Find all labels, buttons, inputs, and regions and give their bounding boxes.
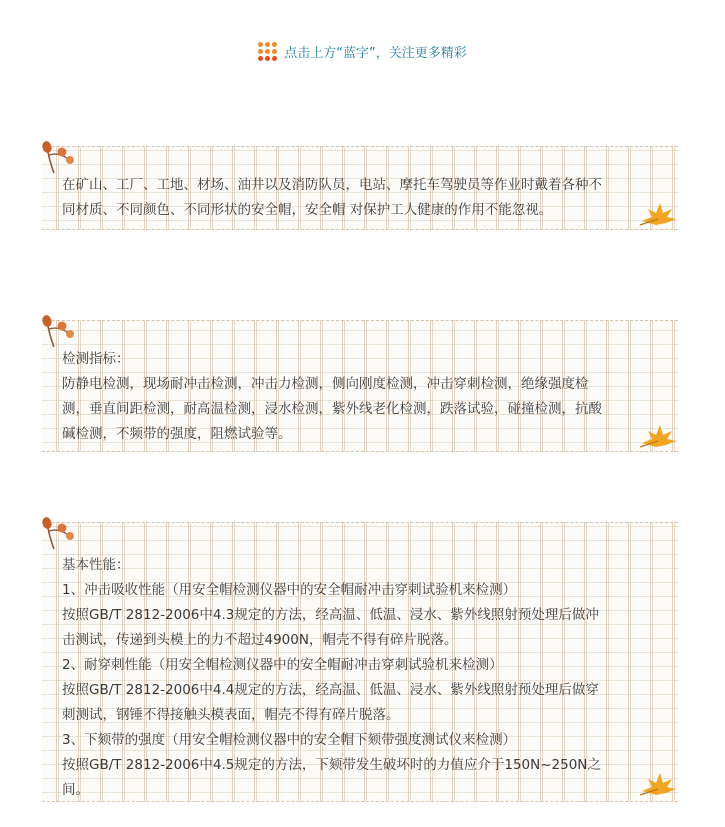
- test-items-panel: [42, 320, 678, 452]
- test-items-line-1: 防静电检测，现场耐冲击检测，冲击力检测，侧向刚度检测，冲击穿刺检测，绝缘强度检: [62, 376, 589, 392]
- performance-line-1: 1、冲击吸收性能（用安全帽检测仪器中的安全帽耐冲击穿刺试验机来检测）: [62, 582, 517, 598]
- intro-line-2: 同材质、不同颜色、不同形状的安全帽，安全帽 对保护工人健康的作用不能忽视。: [62, 202, 553, 218]
- performance-line-4: 2、耐穿刺性能（用安全帽检测仪器中的安全帽耐冲击穿刺试验机来检测）: [62, 657, 503, 673]
- test-items-line-3: 碱检测，不频带的强度，阻燃试验等。: [62, 426, 292, 442]
- intro-panel: [42, 146, 678, 230]
- performance-line-9: 间。: [62, 782, 89, 798]
- test-items-heading: 检测指标：: [62, 351, 130, 367]
- orange-maple-leaf-icon: [638, 199, 678, 229]
- follow-prompt[interactable]: [0, 42, 725, 61]
- follow-text: 点击上方“蓝字”，关注更多精彩: [284, 46, 467, 61]
- orange-sprout-icon: [40, 141, 80, 175]
- orange-sprout-icon: [40, 517, 80, 551]
- intro-line-1: 在矿山、工厂、工地、材场、油井以及消防队员，电站、摩托车驾驶员等作业时戴着各种不: [62, 177, 602, 193]
- orange-sprout-icon: [40, 315, 80, 349]
- performance-line-5: 按照GB/T 2812-2006中4.4规定的方法，经高温、低温、浸水、紫外线照射预处理后做穿: [62, 682, 599, 698]
- orange-dot-grid-icon: [258, 42, 277, 61]
- basic-performance-panel: [42, 522, 678, 802]
- orange-maple-leaf-icon: [638, 421, 678, 451]
- performance-line-6: 刺测试，钢锤不得接触头模表面，帽壳不得有碎片脱落。: [62, 707, 400, 723]
- performance-line-8: 按照GB/T 2812-2006中4.5规定的方法，下颏带发生破坏时的力值应介于150N~250N之: [62, 757, 601, 773]
- performance-line-2: 按照GB/T 2812-2006中4.3规定的方法，经高温、低温、浸水、紫外线照射预处理后做冲: [62, 607, 599, 623]
- performance-heading: 基本性能：: [62, 557, 130, 573]
- test-items-line-2: 测，垂直间距检测，耐高温检测，浸水检测，紫外线老化检测，跌落试验，碰撞检测，抗酸: [62, 401, 602, 417]
- orange-maple-leaf-icon: [638, 769, 678, 799]
- performance-line-3: 击测试，传递到头模上的力不超过4900N，帽壳不得有碎片脱落。: [62, 632, 458, 648]
- performance-line-7: 3、下颏带的强度（用安全帽检测仪器中的安全帽下颏带强度测试仪来检测）: [62, 732, 517, 748]
